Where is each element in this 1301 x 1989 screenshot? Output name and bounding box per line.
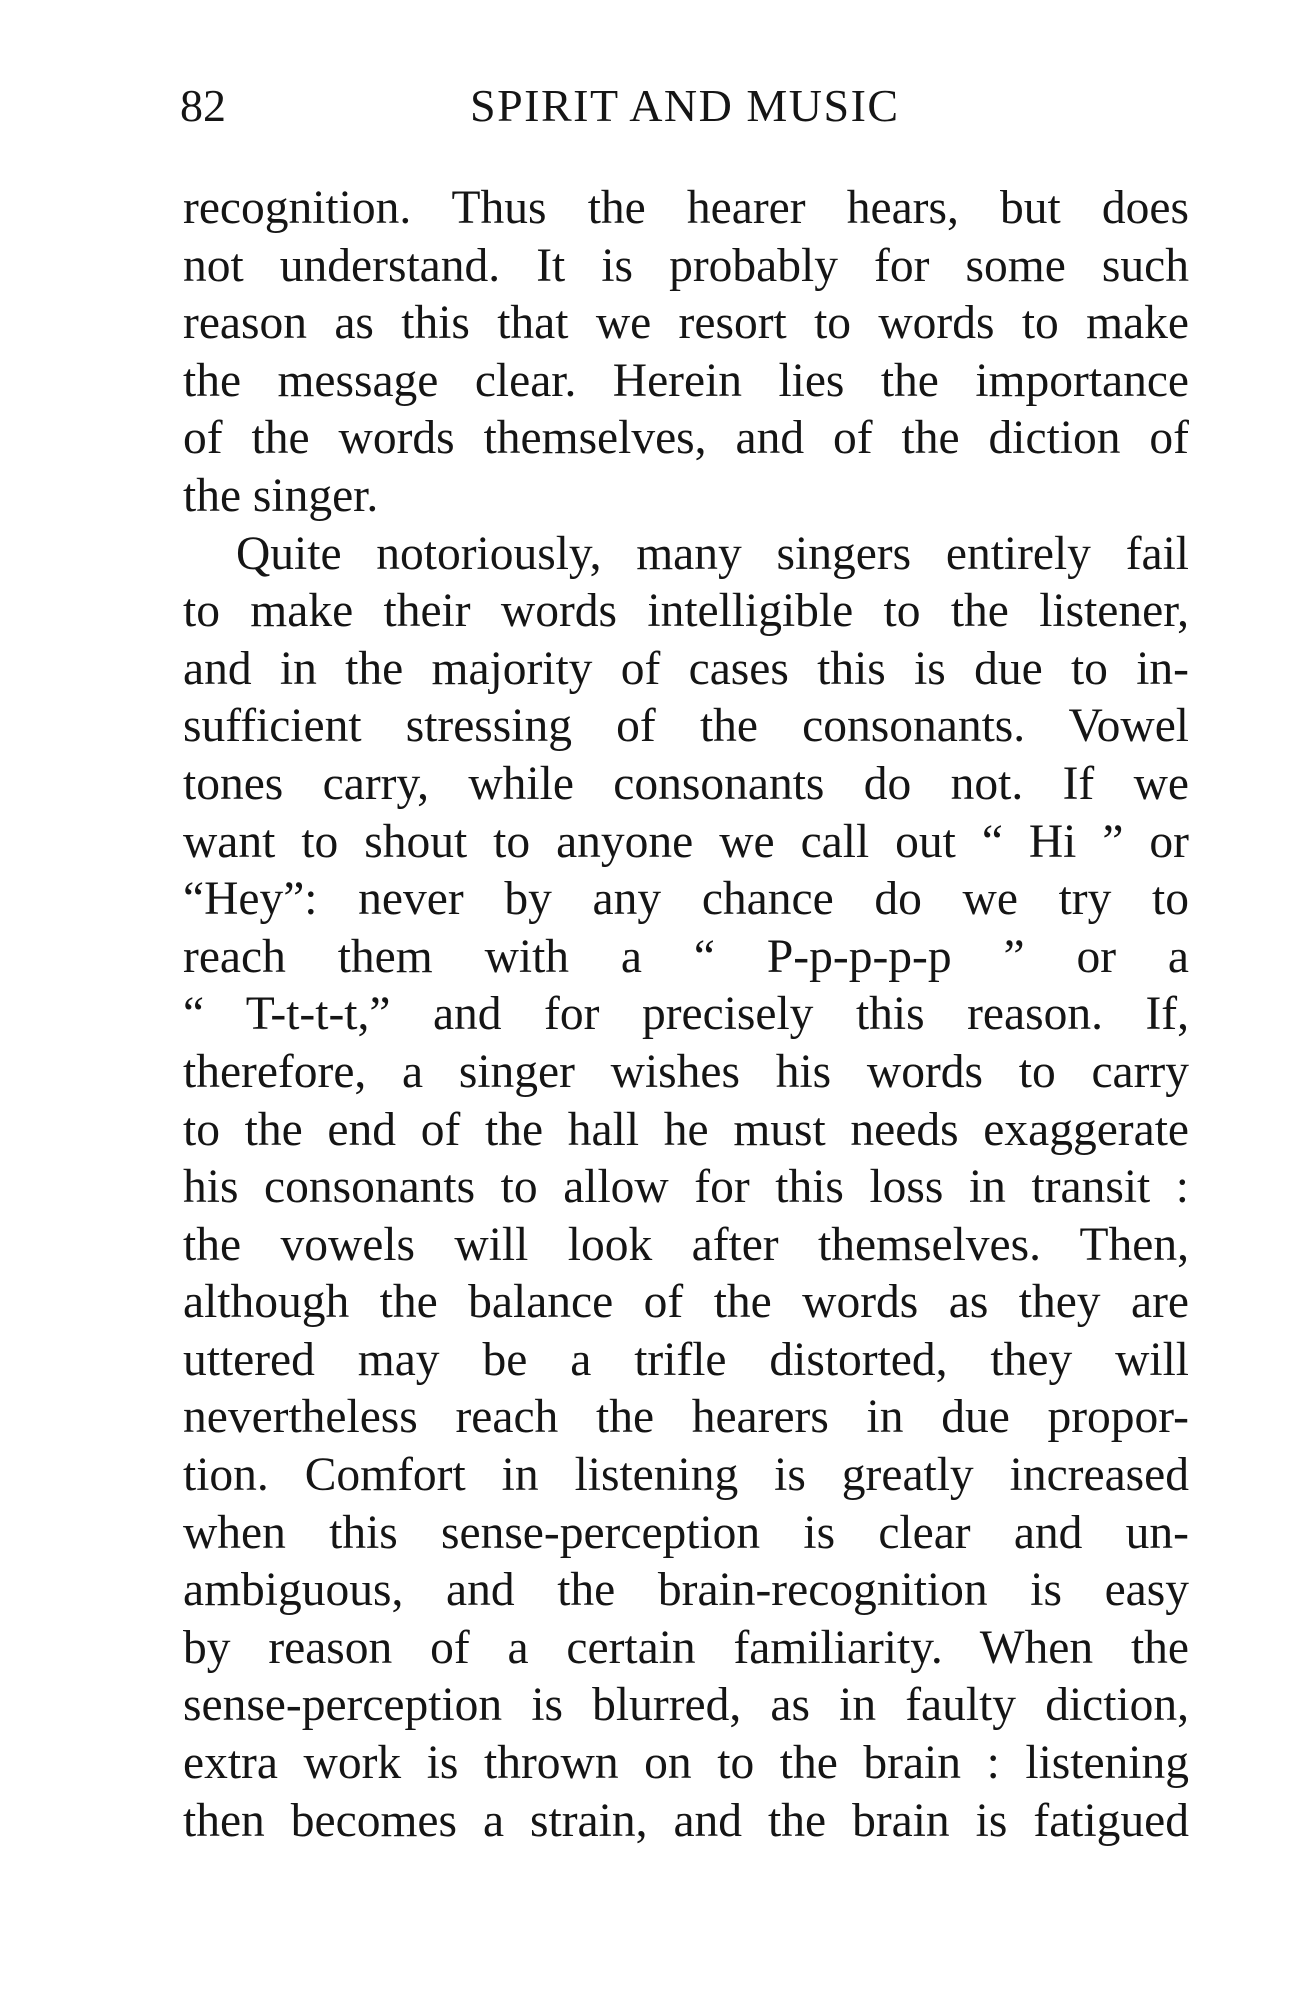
text-line: the vowels will look after themselves. Then, [183, 1218, 1189, 1271]
text-line: reason as this that we resort to words to make [183, 297, 1189, 350]
running-title: SPIRIT AND MUSIC [470, 80, 900, 131]
text-line: sense-perception is blurred, as in faulty diction, [183, 1679, 1189, 1732]
text-line: then becomes a strain, and the brain is fatigued [183, 1794, 1189, 1847]
text-line: want to shout to anyone we call out “ Hi ” or [183, 815, 1189, 868]
running-head [180, 70, 1190, 140]
text-line: and in the majority of cases this is due to in- [183, 642, 1189, 695]
text-line: of the words themselves, and of the diction of [183, 412, 1189, 465]
text-line: to the end of the hall he must needs exaggerate [183, 1103, 1189, 1156]
text-line: extra work is thrown on to the brain : listening [183, 1737, 1189, 1790]
text-line: tion. Comfort in listening is greatly increased [183, 1449, 1189, 1502]
text-line: therefore, a singer wishes his words to carry [183, 1045, 1189, 1098]
text-line: by reason of a certain familiarity. When the [183, 1621, 1189, 1674]
text-line: his consonants to allow for this loss in transit : [183, 1161, 1189, 1214]
text-line: the message clear. Herein lies the importance [183, 354, 1189, 407]
text-line: “ T-t-t-t,” and for precisely this reason. If, [183, 988, 1189, 1041]
body-text [183, 180, 1189, 1850]
text-line: reach them with a “ P-p-p-p-p ” or a [183, 930, 1189, 983]
text-line: recognition. Thus the hearer hears, but does [183, 182, 1189, 234]
text-line: ambiguous, and the brain-recognition is easy [183, 1564, 1189, 1617]
text-line: the singer. [183, 469, 379, 522]
text-line: Quite notoriously, many singers entirely fail [236, 527, 1189, 580]
text-line: tones carry, while consonants do not. If we [183, 757, 1189, 810]
text-line: “Hey”: never by any chance do we try to [183, 873, 1189, 926]
text-line: to make their words intelligible to the listener, [183, 585, 1189, 638]
text-line: when this sense-perception is clear and un- [183, 1506, 1189, 1559]
text-line: although the balance of the words as they are [183, 1276, 1189, 1329]
text-line: uttered may be a trifle distorted, they will [183, 1333, 1189, 1386]
text-line: not understand. It is probably for some such [183, 239, 1189, 292]
page-number: 82 [180, 80, 226, 131]
text-line: nevertheless reach the hearers in due propor- [183, 1391, 1189, 1444]
text-line: sufficient stressing of the consonants. Vowel [183, 700, 1189, 753]
